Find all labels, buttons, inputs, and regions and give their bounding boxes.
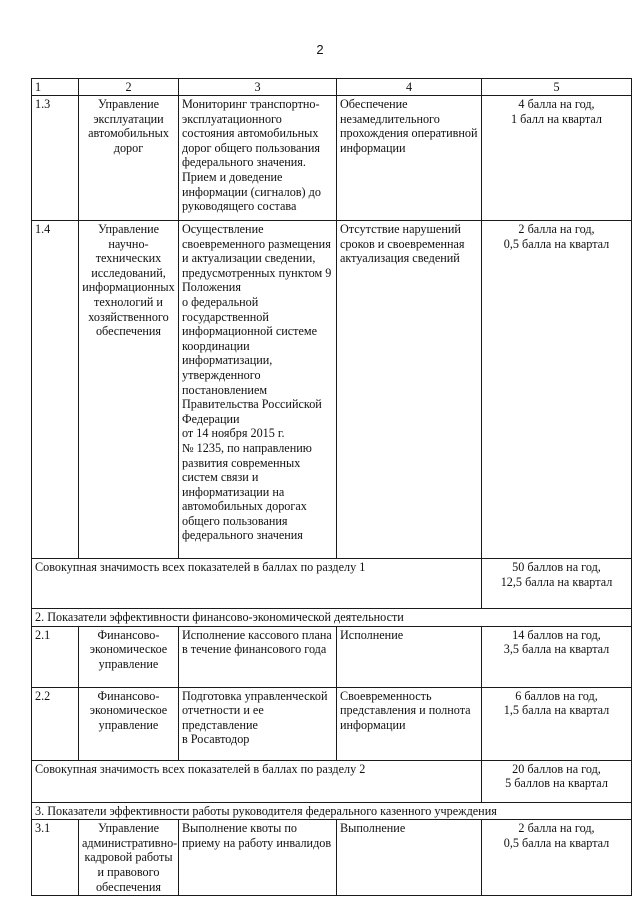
evaluation-criterion: Выполнение (337, 820, 482, 896)
row-number: 1.3 (32, 96, 79, 221)
section-heading-row (32, 802, 632, 820)
table-row (32, 96, 632, 221)
indicator-description: Подготовка управленческой отчетности и ее представление в Росавтодор (179, 687, 337, 760)
header-cell: 5 (482, 79, 632, 96)
section-total-row (32, 760, 632, 802)
evaluation-criterion: Своевременность представления и полнота информации (337, 687, 482, 760)
section-heading: 3. Показатели эффективности работы руководителя федерального казенного учреждения (32, 802, 632, 820)
score-value: 4 балла на год, 1 балл на квартал (482, 96, 632, 221)
table-row (32, 687, 632, 760)
score-value: 6 баллов на год, 1,5 балла на квартал (482, 687, 632, 760)
responsible-unit: Финансово-экономическое управление (79, 626, 179, 687)
evaluation-criterion: Исполнение (337, 626, 482, 687)
evaluation-criterion: Обеспечение незамедлительного прохождения оперативной информации (337, 96, 482, 221)
section-heading-row (32, 609, 632, 627)
score-value: 2 балла на год, 0,5 балла на квартал (482, 820, 632, 896)
row-number: 3.1 (32, 820, 79, 896)
indicator-description: Исполнение кассового плана в течение финансового года (179, 626, 337, 687)
header-cell: 1 (32, 79, 79, 96)
responsible-unit: Управление административно-кадровой работы и правового обеспечения (79, 820, 179, 896)
score-value: 2 балла на год, 0,5 балла на квартал (482, 221, 632, 559)
indicators-table (31, 78, 632, 896)
responsible-unit: Управление эксплуатации автомобильных дорог (79, 96, 179, 221)
section-heading: 2. Показатели эффективности финансово-экономической деятельности (32, 609, 632, 627)
header-cell: 2 (79, 79, 179, 96)
row-number: 1.4 (32, 221, 79, 559)
indicator-description: Выполнение квоты по приему на работу инвалидов (179, 820, 337, 896)
header-row (32, 79, 632, 96)
row-number: 2.1 (32, 626, 79, 687)
table-row (32, 820, 632, 896)
responsible-unit: Финансово-экономическое управление (79, 687, 179, 760)
table-row (32, 626, 632, 687)
header-cell: 4 (337, 79, 482, 96)
score-value: 14 баллов на год, 3,5 балла на квартал (482, 626, 632, 687)
section-total-label: Совокупная значимость всех показателей в баллах по разделу 2 (32, 760, 482, 802)
section-total-score: 50 баллов на год, 12,5 балла на квартал (482, 559, 632, 609)
responsible-unit: Управление научно-технических исследований, информационных технологий и хозяйственного обеспечения (79, 221, 179, 559)
evaluation-criterion: Отсутствие нарушений сроков и своевременная актуализация сведений (337, 221, 482, 559)
indicator-description: Мониторинг транспортно-эксплуатационного состояния автомобильных дорог общего пользования федерального значения. Прием и доведение информации (сигналов) до руководящего состава (179, 96, 337, 221)
section-total-row (32, 559, 632, 609)
page-number: 2 (316, 42, 324, 57)
section-total-label: Совокупная значимость всех показателей в баллах по разделу 1 (32, 559, 482, 609)
table-row (32, 221, 632, 559)
indicator-description: Осуществление своевременного размещения и актуализации сведении, предусмотренных пунктом 9 Положения о федеральной государственной информационной системе координации информатизации, утвержденного постановлением Правительства Российской Федерации от 14 ноября 2015 г. № 1235, по направлению развития современных систем связи и информатизации на автомобильных дорогах общего пользования федерального значения (179, 221, 337, 559)
section-total-score: 20 баллов на год, 5 баллов на квартал (482, 760, 632, 802)
row-number: 2.2 (32, 687, 79, 760)
header-cell: 3 (179, 79, 337, 96)
